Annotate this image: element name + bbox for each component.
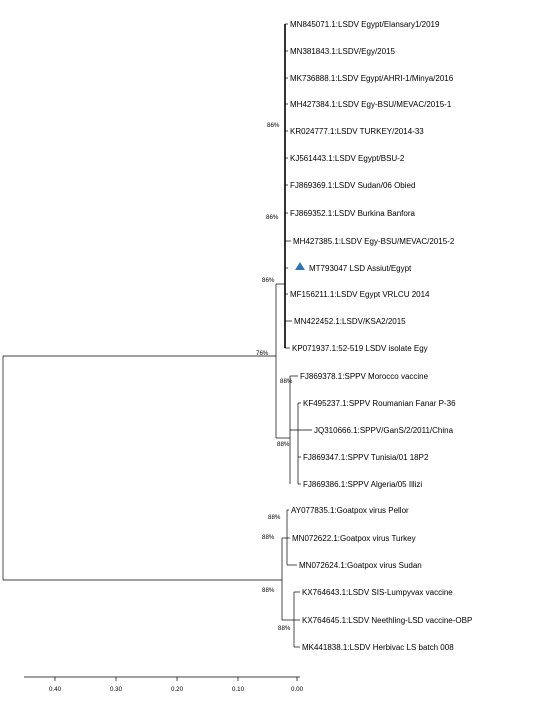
- bootstrap-value: 86%: [266, 214, 279, 221]
- taxon-label: MN072624.1:Goatpox virus Sudan: [299, 561, 422, 570]
- taxon-label: MN072622.1:Goatpox virus Turkey: [292, 534, 416, 543]
- taxon-label: MH427385.1:LSDV Egy-BSU/MEVAC/2015-2: [293, 237, 455, 246]
- taxon-label: MF156211.1:LSDV Egypt VRLCU 2014: [290, 290, 430, 299]
- taxon-label: FJ869386.1:SPPV Algeria/05 Illizi: [303, 480, 423, 489]
- scale-tick-label: 0.30: [109, 686, 123, 693]
- taxon-label: AY077835.1:Goatpox virus Pellor: [291, 506, 409, 515]
- taxon-label: MH427384.1:LSDV Egy-BSU/MEVAC/2015-1: [290, 100, 452, 109]
- scale-tick-label: 0.20: [170, 686, 184, 693]
- tree-branches: [3, 24, 312, 647]
- taxon-label: KJ561443.1:LSDV Egypt/BSU-2: [290, 154, 405, 163]
- scale-tick-label: 0.10: [231, 686, 245, 693]
- taxon-label: MK736888.1:LSDV Egypt/AHRI-1/Minya/2016: [290, 74, 454, 83]
- bootstrap-value: 88%: [277, 441, 290, 448]
- taxon-label: MK441838.1:LSDV Herbivac LS batch 008: [302, 643, 454, 652]
- taxon-label: KR024777.1:LSDV TURKEY/2014-33: [290, 127, 424, 136]
- taxon-label: FJ869378.1:SPPV Morocco vaccine: [300, 372, 429, 381]
- bootstrap-value: 86%: [267, 122, 280, 129]
- bootstrap-value: 88%: [278, 625, 291, 632]
- scale-axis: [24, 677, 304, 693]
- scale-tick-label: 0.00: [290, 686, 304, 693]
- bootstrap-value: 88%: [262, 587, 275, 594]
- taxon-labels: [290, 20, 472, 652]
- bootstrap-value: 88%: [262, 534, 275, 541]
- taxon-label: MN845071.1:LSDV Egypt/Elansary1/2019: [290, 20, 440, 29]
- taxon-label: KP071937.1:52-519 LSDV isolate Egy: [292, 344, 428, 353]
- triangle-icon: [295, 262, 305, 270]
- taxon-label: FJ869369.1:LSDV Sudan/06 Obied: [290, 181, 416, 190]
- bootstrap-values: [256, 122, 293, 632]
- taxon-label: MN422452.1:LSDV/KSA2/2015: [294, 317, 406, 326]
- taxon-label: KX764643.1:LSDV SIS-Lumpyvax vaccine: [302, 588, 453, 597]
- taxon-label: FJ869352.1:LSDV Burkina Banfora: [290, 209, 415, 218]
- scale-tick-label: 0.40: [48, 686, 62, 693]
- bootstrap-value: 86%: [262, 277, 275, 284]
- highlighted-taxon-label: MT793047 LSD Assiut/Egypt: [309, 264, 412, 273]
- bootstrap-value: 88%: [280, 378, 293, 385]
- bootstrap-value: 76%: [256, 350, 269, 357]
- taxon-label: MN381843.1:LSDV/Egy/2015: [290, 47, 395, 56]
- bootstrap-value: 88%: [268, 514, 281, 521]
- taxon-label: KF495237.1:SPPV Roumanian Fanar P-36: [303, 399, 456, 408]
- taxon-label: FJ869347.1:SPPV Tunisia/01 18P2: [303, 453, 429, 462]
- taxon-label: KX764645.1:LSDV Neethling-LSD vaccine-OBP: [302, 616, 473, 625]
- taxon-label: JQ310666.1:SPPV/GanS/2/2011/China: [314, 426, 454, 435]
